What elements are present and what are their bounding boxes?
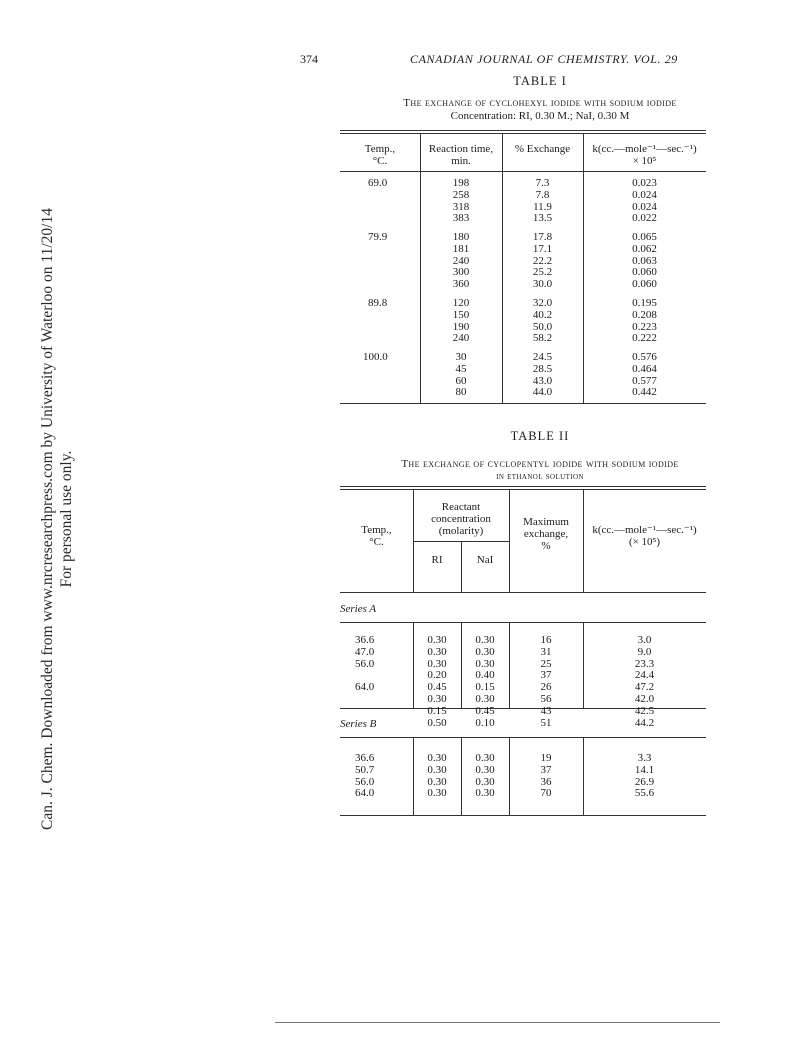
table2-seriesA-nai: 0.30 0.30 0.30 0.40 0.15 0.30 0.45 0.10: [475, 634, 495, 729]
table2-seriesA-temp: 36.6 47.0 56.0 64.0: [355, 634, 375, 694]
table2-seriesB-ri: 0.30 0.30 0.30 0.30: [427, 752, 447, 800]
table2-caption: [320, 458, 760, 484]
table1-temp: 89.8: [368, 297, 388, 309]
table2-caption-line2: in ethanol solution: [496, 472, 584, 482]
table2-seriesB-rule: [340, 737, 706, 738]
table1-header-time: Reaction time, min.: [428, 143, 494, 167]
table1-caption-line2: Concentration: RI, 0.30 M.; NaI, 0.30 M: [450, 110, 630, 122]
table1-temp: 69.0: [368, 177, 388, 189]
table1-caption-line1: The exchange of cyclohexyl iodide with sodium iodide: [403, 97, 677, 109]
table2-top-rule-2: [340, 489, 706, 490]
table2-seriesA-k: 3.0 9.0 23.3 24.4 47.2 42.0 42.5 44.2: [634, 634, 655, 729]
table2-seriesB-nai: 0.30 0.30 0.30 0.30: [475, 752, 495, 800]
table2-bottom-rule: [340, 815, 706, 816]
page-number: 374: [300, 52, 318, 66]
table2-header-max: Maximum exchange, %: [523, 516, 569, 552]
table1-exchange: 24.5 28.5 43.0 44.0: [532, 351, 553, 399]
table2-seriesA-rule: [340, 622, 706, 623]
table1-times: 180 181 240 300 360: [452, 231, 470, 291]
table1-exchange: 7.3 7.8 11.9 13.5: [532, 177, 553, 225]
table2-header-k: k(cc.—mole⁻¹—sec.⁻¹) (× 10⁵): [592, 524, 697, 548]
page-bottom-rule: [275, 1022, 720, 1023]
table1-k: 0.023 0.024 0.024 0.022: [632, 177, 657, 225]
watermark-line-1: Can. J. Chem. Downloaded from www.nrcresearchpress.com by University of Waterloo on 11/20/14: [39, 208, 56, 830]
table1-header-exchange: % Exchange: [514, 143, 571, 155]
table2-seriesB-k: 3.3 14.1 26.9 55.6: [634, 752, 655, 800]
table2-header-nai: NaI: [476, 554, 494, 566]
watermark-line-2: For personal use only.: [58, 450, 75, 588]
table1-title: TABLE I: [513, 74, 567, 88]
table2-header-reactant: Reactant concentration (molarity): [431, 501, 491, 537]
table1-times: 30 45 60 80: [455, 351, 467, 399]
journal-title: CANADIAN JOURNAL OF CHEMISTRY. VOL. 29: [410, 52, 678, 66]
table2-seriesA-ri: 0.30 0.30 0.30 0.20 0.45 0.30 0.15 0.50: [427, 634, 447, 729]
table1-caption: [340, 97, 740, 123]
table1-times: 120 150 190 240: [452, 297, 470, 345]
table2-seriesA-max: 16 31 25 37 26 56 43 51: [540, 634, 552, 729]
table2-seriesB-temp: 36.6 50.7 56.0 64.0: [355, 752, 375, 800]
table2-seriesB-label: Series B: [340, 718, 377, 730]
table1-temp: 79.9: [368, 231, 388, 243]
table2-caption-line1: The exchange of cyclopentyl iodide with sodium iodide: [401, 458, 679, 470]
table1-k: 0.065 0.062 0.063 0.060 0.060: [632, 231, 657, 291]
table1-exchange: 17.8 17.1 22.2 25.2 30.0: [532, 231, 553, 291]
table1-k: 0.576 0.464 0.577 0.442: [632, 351, 657, 399]
table1-exchange: 32.0 40.2 50.0 58.2: [532, 297, 553, 345]
download-watermark: [38, 199, 76, 839]
table2-header-temp: Temp., °C.: [361, 524, 392, 548]
table1-top-rule-2: [340, 133, 706, 134]
table1-header-temp: Temp., °C.: [364, 143, 396, 167]
table1-header-k: k(cc.—mole⁻¹—sec.⁻¹) × 10⁵: [592, 143, 697, 167]
table1-bottom-rule: [340, 403, 706, 404]
table2-col-divider: [461, 541, 462, 592]
table2-top-rule: [340, 486, 706, 487]
table2-seriesA-label: Series A: [340, 603, 377, 615]
table1-top-rule: [340, 130, 706, 131]
table2-seriesB-max: 19 37 36 70: [540, 752, 552, 800]
table2-title: TABLE II: [510, 429, 570, 443]
table2-header-rule: [340, 592, 706, 593]
table1-temp: 100.0: [363, 351, 388, 363]
table1-k: 0.195 0.208 0.223 0.222: [632, 297, 657, 345]
table1-times: 198 258 318 383: [452, 177, 470, 225]
table2-header-ri: RI: [431, 554, 443, 566]
table1-header-rule: [340, 171, 706, 172]
